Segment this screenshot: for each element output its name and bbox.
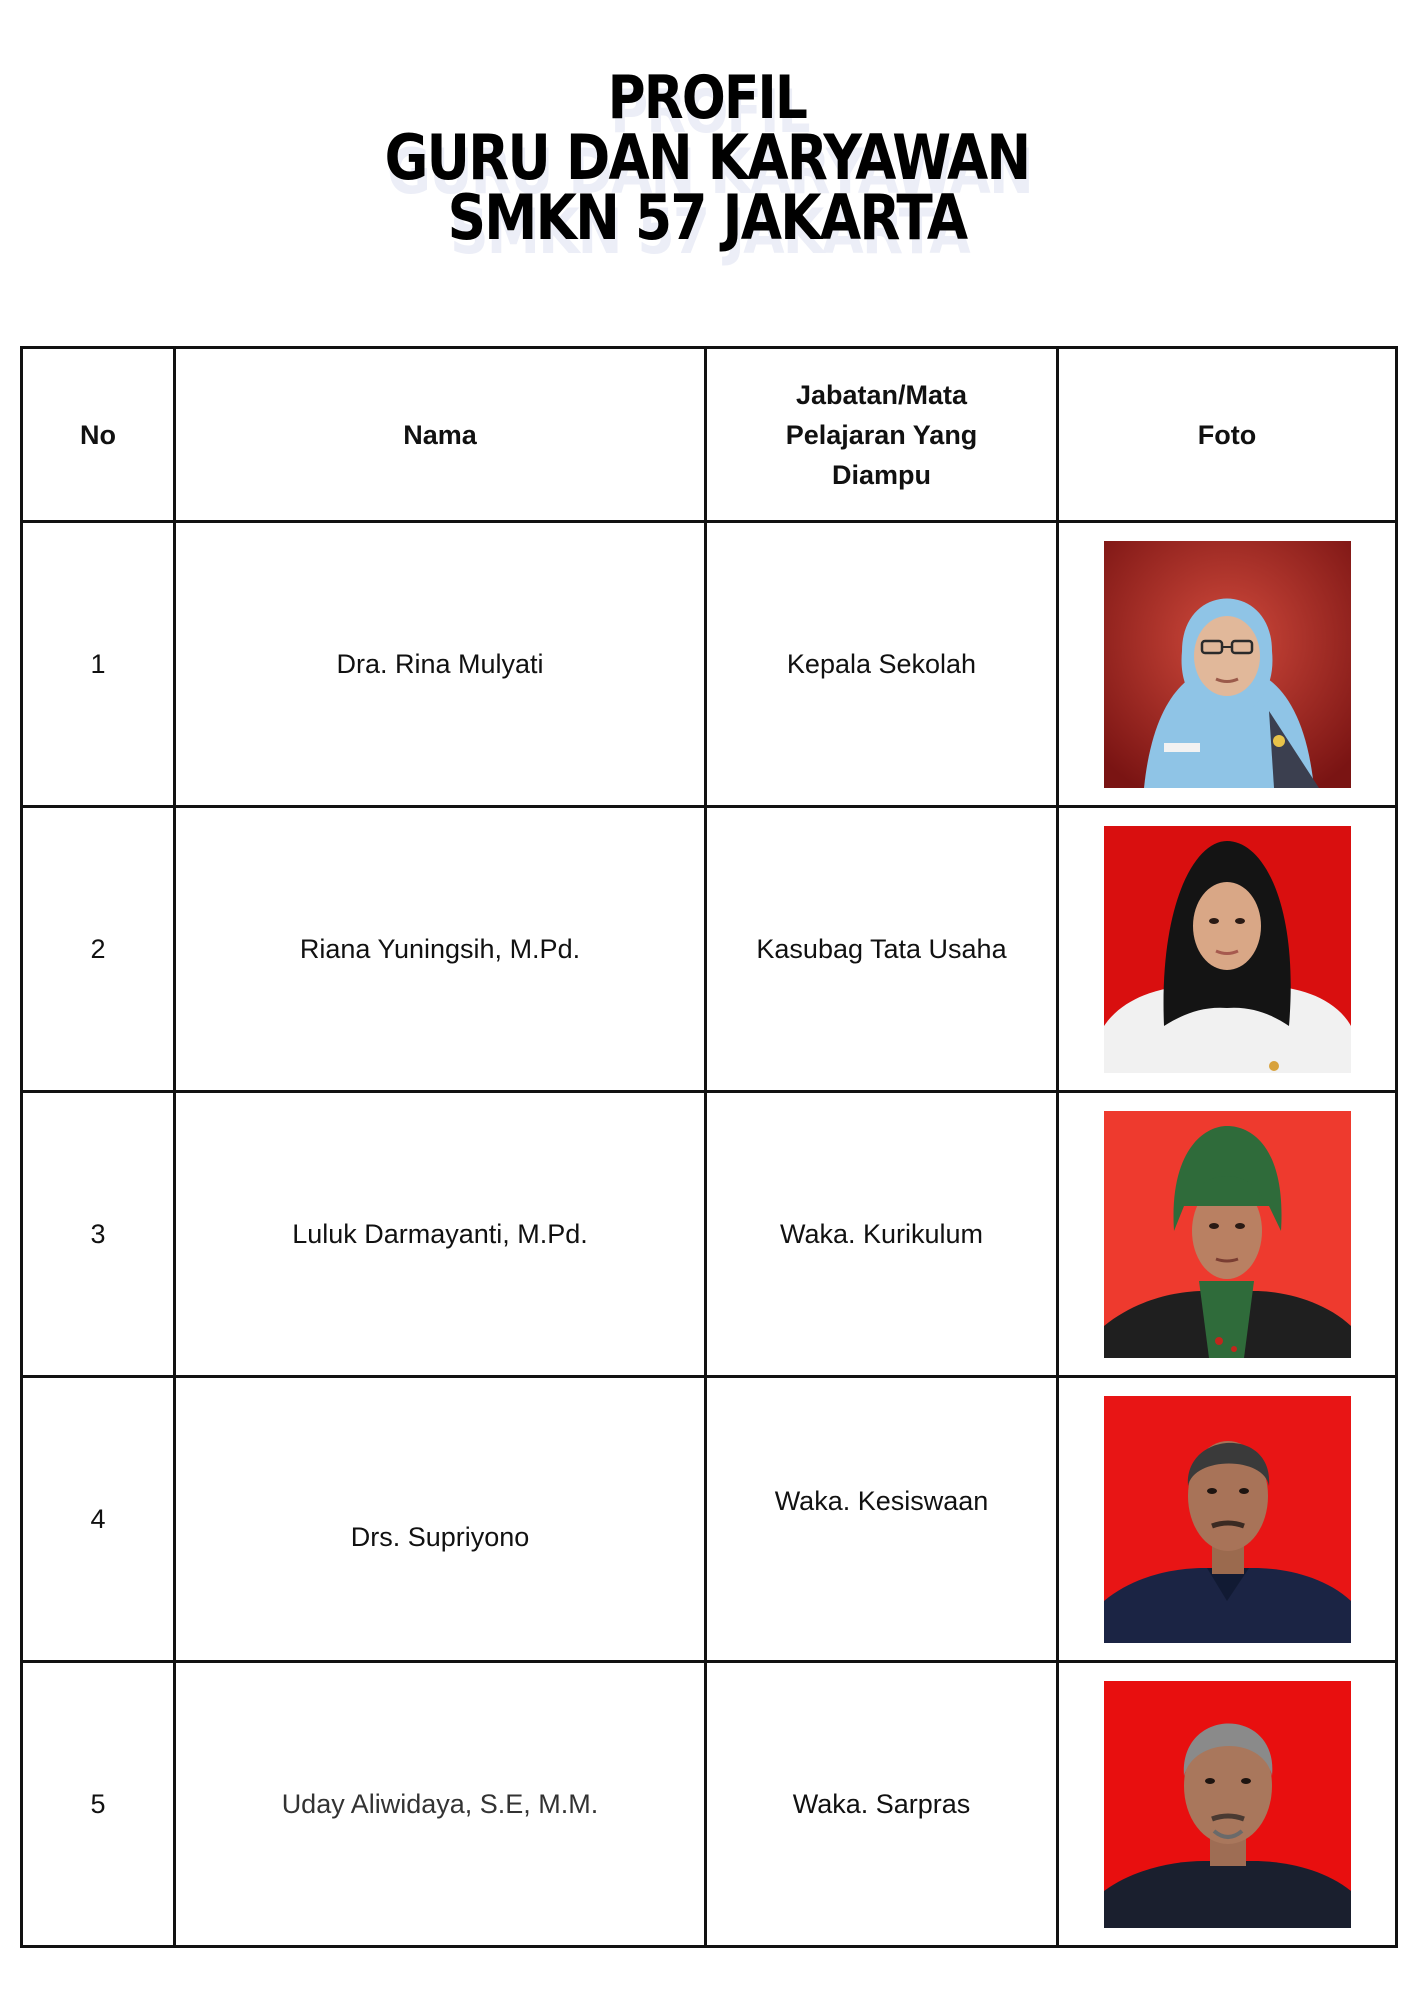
staff-photo xyxy=(1104,826,1351,1073)
staff-photo xyxy=(1104,1396,1351,1643)
cell-nama: Dra. Rina Mulyati xyxy=(175,522,706,807)
cell-no: 3 xyxy=(22,1092,175,1377)
cell-nama: Riana Yuningsih, M.Pd. xyxy=(175,807,706,1092)
staff-photo xyxy=(1104,541,1351,788)
portrait-woman-hijab-icon xyxy=(1104,541,1351,788)
portrait-woman-hijab-icon xyxy=(1104,1111,1351,1358)
header-jabatan xyxy=(706,348,1058,522)
header-nama: Nama xyxy=(175,348,706,522)
cell-foto xyxy=(1058,1092,1397,1377)
cell-jabatan-text: Waka. Kesiswaan xyxy=(774,1485,989,1516)
table-header-row xyxy=(22,348,1397,522)
cell-no: 1 xyxy=(22,522,175,807)
table-row xyxy=(22,1092,1397,1377)
page-title xyxy=(0,63,1414,254)
cell-no: 2 xyxy=(22,807,175,1092)
portrait-man-icon xyxy=(1104,1681,1351,1928)
cell-foto xyxy=(1058,522,1397,807)
cell-nama-text: Drs. Supriyono xyxy=(350,1521,530,1552)
cell-no: 4 xyxy=(22,1377,175,1662)
portrait-woman-hijab-icon xyxy=(1104,826,1351,1073)
portrait-man-icon xyxy=(1104,1396,1351,1643)
cell-jabatan: Kepala Sekolah xyxy=(706,522,1058,807)
cell-foto xyxy=(1058,1377,1397,1662)
cell-jabatan: Waka. Kurikulum xyxy=(706,1092,1058,1377)
table-row xyxy=(22,807,1397,1092)
cell-jabatan xyxy=(706,1377,1058,1662)
table-row xyxy=(22,522,1397,807)
cell-foto xyxy=(1058,1662,1397,1947)
table-row xyxy=(22,1377,1397,1662)
staff-photo xyxy=(1104,1111,1351,1358)
header-jabatan-label: Jabatan/Mata Pelajaran Yang Diampu xyxy=(785,379,978,490)
cell-jabatan: Kasubag Tata Usaha xyxy=(706,807,1058,1092)
table-row xyxy=(22,1662,1397,1947)
header-foto: Foto xyxy=(1058,348,1397,522)
title-line-guru-karyawan: GURU DAN KARYAWAN xyxy=(384,121,1030,194)
title-line-school: SMKN 57 JAKARTA xyxy=(447,181,967,254)
staff-table xyxy=(20,346,1398,1948)
cell-jabatan: Waka. Sarpras xyxy=(706,1662,1058,1947)
cell-nama: Luluk Darmayanti, M.Pd. xyxy=(175,1092,706,1377)
header-no: No xyxy=(22,348,175,522)
title-line-profil: PROFIL xyxy=(607,63,807,133)
cell-nama xyxy=(175,1377,706,1662)
cell-nama: Uday Aliwidaya, S.E, M.M. xyxy=(175,1662,706,1947)
cell-foto xyxy=(1058,807,1397,1092)
cell-no: 5 xyxy=(22,1662,175,1947)
staff-photo xyxy=(1104,1681,1351,1928)
